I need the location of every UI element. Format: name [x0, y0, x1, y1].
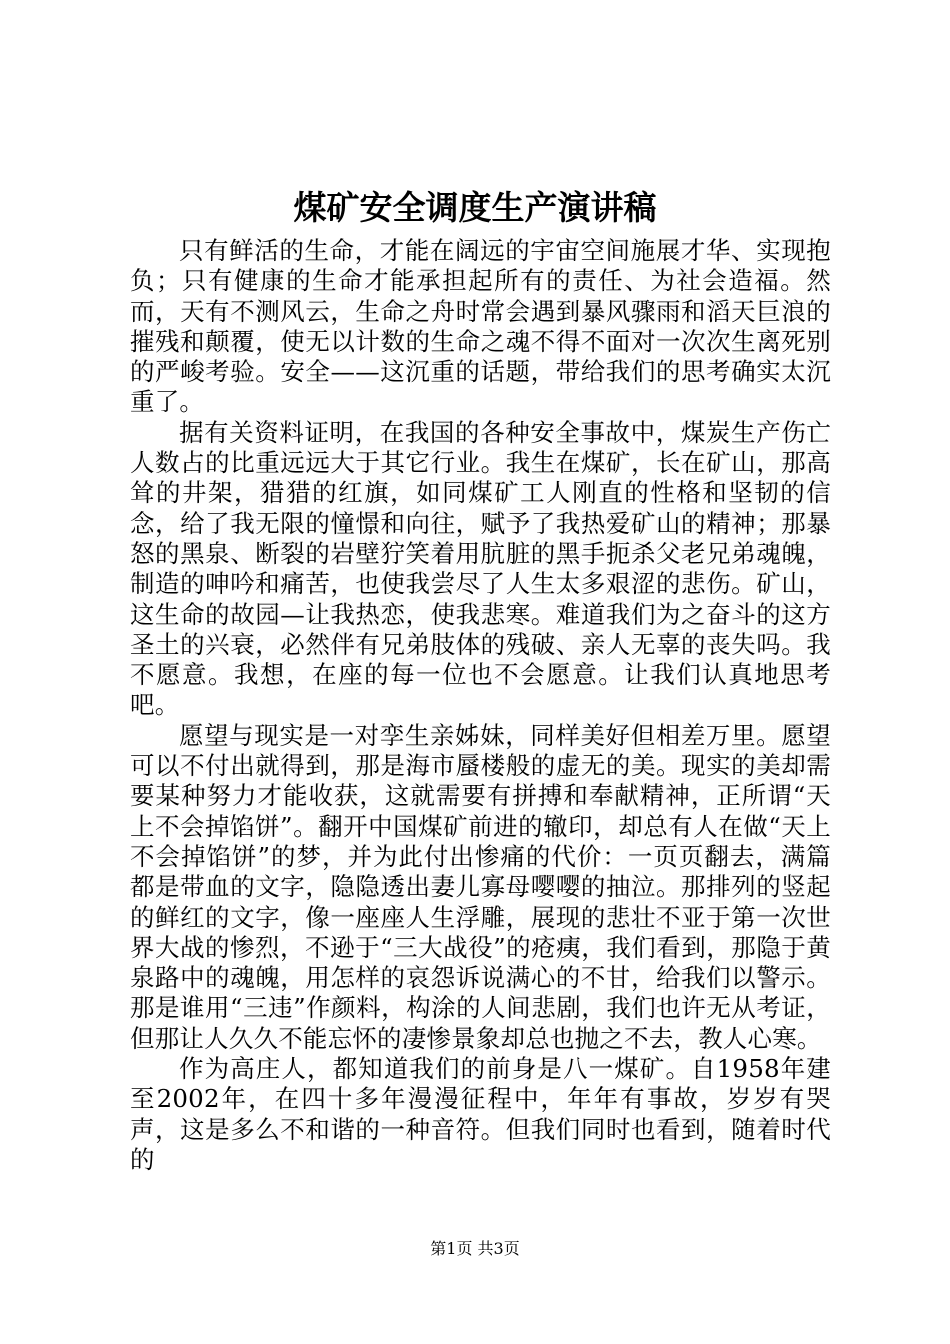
paragraph-4: 作为高庄人，都知道我们的前身是八一煤矿。自1958年建至2002年，在四十多年漫漫征程中，年年有事故，岁岁有哭声，这是多么不和谐的一种音符。但我们同时也看到，随着时代的: [130, 1054, 831, 1174]
paragraph-2: 据有关资料证明，在我国的各种安全事故中，煤炭生产伤亡人数占的比重远远大于其它行业。我生在煤矿，长在矿山，那高耸的井架，猎猎的红旗，如同煤矿工人刚直的性格和坚韧的信念，给了我无限的憧憬和向往，赋予了我热爱矿山的精神；那暴怒的黑泉、断裂的岩壁狞笑着用肮脏的黑手扼杀父老兄弟魂魄，制造的呻吟和痛苦，也使我尝尽了人生太多艰涩的悲伤。矿山，这生命的故园—让我热恋，使我悲寒。难道我们为之奋斗的这方圣土的兴衰，必然伴有兄弟肢体的残破、亲人无辜的丧失吗。我不愿意。我想，在座的每一位也不会愿意。让我们认真地思考吧。: [130, 417, 831, 720]
document-body: [130, 236, 831, 1175]
paragraph-3: 愿望与现实是一对孪生亲姊妹，同样美好但相差万里。愿望可以不付出就得到，那是海市蜃楼般的虚无的美。现实的美却需要某种努力才能收获，这就需要有拼搏和奉献精神，正所谓“天上不会掉馅饼”。翻开中国煤矿前进的辙印，却总有人在做“天上不会掉馅饼”的梦，并为此付出惨痛的代价：一页页翻去，满篇都是带血的文字，隐隐透出妻儿寡母嘤嘤的抽泣。那排列的竖起的鲜红的文字，像一座座人生浮雕，展现的悲壮不亚于第一次世界大战的惨烈，不逊于“三大战役”的疮痍，我们看到，那隐于黄泉路中的魂魄，用怎样的哀怨诉说满心的不甘，给我们以警示。那是谁用“三违”作颜料，构涂的人间悲剧，我们也许无从考证，但那让人久久不能忘怀的凄惨景象却总也抛之不去，教人心寒。: [130, 720, 831, 1053]
document-title: 煤矿安全调度生产演讲稿: [293, 188, 657, 227]
page-footer: 第1页 共3页: [430, 1239, 520, 1258]
paragraph-1: 只有鲜活的生命，才能在阔远的宇宙空间施展才华、实现抱负；只有健康的生命才能承担起所有的责任、为社会造福。然而，天有不测风云，生命之舟时常会遇到暴风骤雨和滔天巨浪的摧残和颠覆，使无以计数的生命之魂不得不面对一次次生离死别的严峻考验。安全——这沉重的话题，带给我们的思考确实太沉重了。: [130, 236, 831, 417]
